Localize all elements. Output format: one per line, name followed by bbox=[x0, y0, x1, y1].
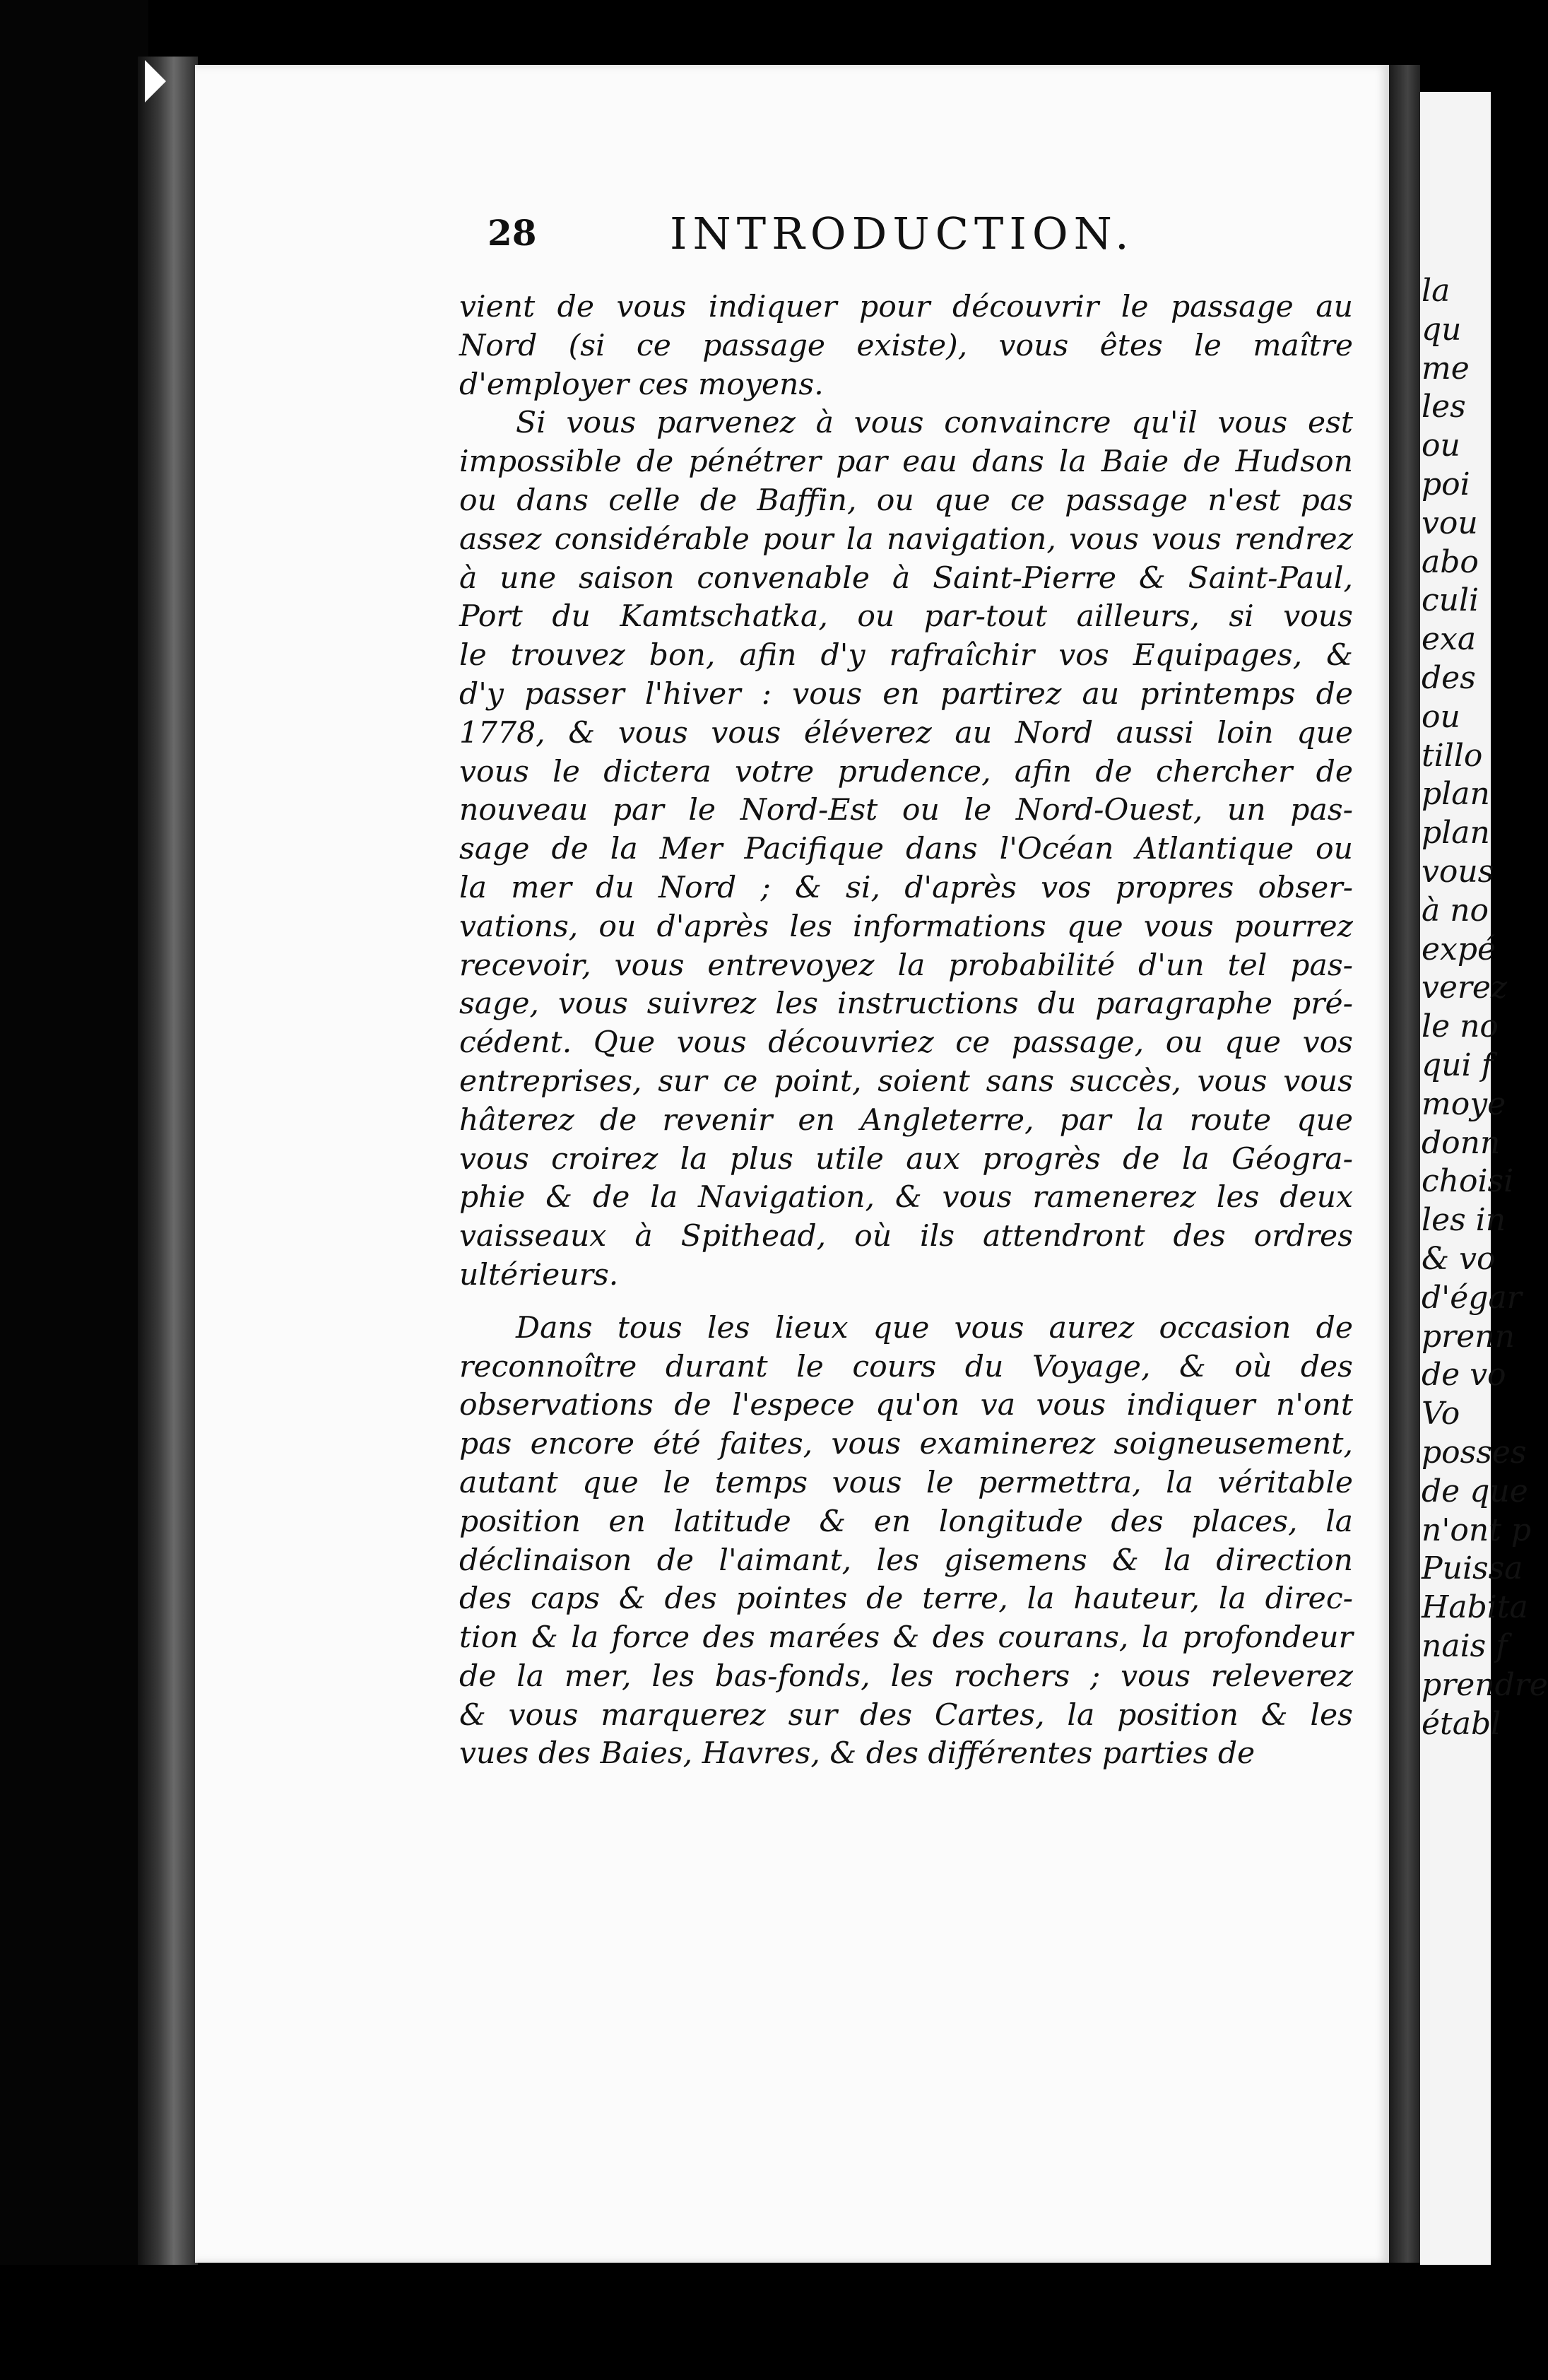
paragraph bbox=[459, 288, 1353, 404]
facing-page-fragment: Habita bbox=[1422, 1589, 1528, 1626]
text-line: recevoir, vous entrevoyez la probabilité d'un tel pas- bbox=[459, 948, 1353, 983]
facing-page-fragment: me bbox=[1422, 350, 1470, 387]
text-line: tion & la force des marées & des courans, la profondeur bbox=[459, 1620, 1353, 1656]
text-line: d'employer ces moyens. bbox=[459, 367, 824, 402]
text-line: Dans tous les lieux que vous aurez occasion de bbox=[516, 1310, 1353, 1345]
text-line: phie & de la Navigation, & vous ramenerez les deux bbox=[459, 1180, 1353, 1215]
text-line: vaisseaux à Spithead, où ils attendront des ordres bbox=[459, 1219, 1353, 1254]
text-line: vous le dictera votre prudence, afin de chercher de bbox=[459, 754, 1353, 789]
text-line: à une saison convenable à Saint-Pierre & Saint-Paul, bbox=[459, 560, 1353, 596]
facing-page-fragment: expé bbox=[1422, 931, 1496, 967]
text-line: cédent. Que vous découvriez ce passage, ou que vos bbox=[459, 1025, 1353, 1061]
text-line: sage de la Mer Pacifique dans l'Océan Atlantique ou bbox=[459, 832, 1353, 867]
facing-page-fragment: abo bbox=[1422, 543, 1479, 580]
facing-page-fragment: exa bbox=[1422, 621, 1477, 658]
facing-page-fragment: nais f bbox=[1422, 1628, 1508, 1664]
left-binding-edge bbox=[0, 0, 148, 2380]
facing-page-fragment: verez bbox=[1422, 970, 1508, 1006]
facing-page-edge bbox=[1420, 92, 1548, 2282]
text-line: ultérieurs. bbox=[459, 1257, 619, 1292]
text-line: vues des Baies, Havres, & des différentes parties de bbox=[459, 1736, 1255, 1772]
facing-page-fragment: Puissa bbox=[1422, 1550, 1523, 1587]
corner-notch-icon bbox=[145, 60, 166, 102]
text-line: sage, vous suivrez les instructions du paragraphe pré- bbox=[459, 986, 1353, 1022]
facing-page-fragment: plan bbox=[1422, 776, 1490, 813]
text-line: d'y passer l'hiver : vous en partirez au printemps de bbox=[459, 676, 1353, 712]
body-text bbox=[459, 288, 1353, 1774]
text-line: vous croirez la plus utile aux progrès de la Géogra- bbox=[459, 1141, 1353, 1177]
left-page-edge-strip bbox=[138, 57, 198, 2282]
facing-page-fragment: de vo bbox=[1422, 1357, 1506, 1394]
facing-page-fragment: choisi bbox=[1422, 1163, 1514, 1200]
facing-page-fragment: ou bbox=[1422, 428, 1460, 464]
facing-page-fragment: de que bbox=[1422, 1473, 1528, 1509]
text-line: nouveau par le Nord-Est ou le Nord-Ouest, un pas- bbox=[459, 793, 1353, 828]
text-line: 1778, & vous vous éléverez au Nord aussi loin que bbox=[459, 715, 1353, 750]
paragraph bbox=[459, 404, 1353, 1295]
text-line: entreprises, sur ce point, soient sans succès, vous vous bbox=[459, 1064, 1353, 1099]
text-line: autant que le temps vous le permettra, la véritable bbox=[459, 1465, 1353, 1500]
facing-page-fragment: culi bbox=[1422, 582, 1479, 619]
facing-page-fragment: vou bbox=[1422, 505, 1478, 541]
facing-page-fragment: à no bbox=[1422, 892, 1489, 929]
text-line: de la mer, les bas-fonds, les rochers ; vous releverez bbox=[459, 1659, 1353, 1694]
facing-page-fragment: donn bbox=[1422, 1124, 1501, 1161]
text-line: reconnoître durant le cours du Voyage, & où des bbox=[459, 1349, 1353, 1384]
text-line: & vous marquerez sur des Cartes, la position & les bbox=[459, 1697, 1353, 1733]
facing-page-fragment: plan bbox=[1422, 815, 1490, 852]
text-line: pas encore été faites, vous examinerez soigneusement, bbox=[459, 1427, 1353, 1462]
facing-page-fragment: la bbox=[1422, 273, 1450, 309]
text-line: la mer du Nord ; & si, d'après vos propres obser- bbox=[459, 870, 1353, 905]
text-line: déclinaison de l'aimant, les gisemens & la direction bbox=[459, 1543, 1353, 1578]
facing-page-fragment: établ bbox=[1422, 1705, 1501, 1742]
facing-page-fragment: Vo bbox=[1422, 1396, 1460, 1432]
paragraph-gap bbox=[459, 1295, 1353, 1309]
text-line: impossible de pénétrer par eau dans la Baie de Hudson bbox=[459, 444, 1353, 480]
facing-page-fragment: & vo bbox=[1422, 1241, 1496, 1277]
facing-page-fragment: posses bbox=[1422, 1435, 1527, 1471]
facing-page-fragment: ou bbox=[1422, 698, 1460, 735]
text-line: Si vous parvenez à vous convaincre qu'il vous est bbox=[516, 406, 1353, 441]
text-line: assez considérable pour la navigation, vous vous rendrez bbox=[459, 522, 1353, 557]
text-line: Nord (si ce passage existe), vous êtes le maître bbox=[459, 328, 1353, 363]
facing-page-fragment: qui f bbox=[1422, 1047, 1493, 1083]
facing-page-fragment: vous bbox=[1422, 854, 1494, 890]
text-line: des caps & des pointes de terre, la hauteur, la direc- bbox=[459, 1581, 1353, 1617]
running-head: INTRODUCTION. bbox=[670, 208, 1135, 259]
facing-page-fragment: prendre bbox=[1422, 1666, 1548, 1703]
facing-page-fragment: tillo bbox=[1422, 737, 1483, 774]
facing-page-fragment: prenn bbox=[1422, 1318, 1515, 1355]
text-line: position en latitude & en longitude des places, la bbox=[459, 1504, 1353, 1539]
text-line: Port du Kamtschatka, ou par-tout ailleurs, si vous bbox=[459, 599, 1353, 635]
bottom-scan-edge bbox=[0, 2265, 1491, 2380]
facing-page-fragment: poi bbox=[1422, 466, 1470, 502]
facing-page-fragment: le no bbox=[1422, 1008, 1499, 1045]
page-gutter bbox=[1389, 65, 1420, 2263]
paragraph bbox=[459, 1309, 1353, 1774]
facing-page-fragment: d'égar bbox=[1422, 1279, 1522, 1316]
facing-page-fragment: les in bbox=[1422, 1202, 1506, 1239]
text-line: le trouvez bon, afin d'y rafraîchir vos Equipages, & bbox=[459, 638, 1353, 673]
facing-page-fragment: les bbox=[1422, 389, 1466, 425]
text-line: hâterez de revenir en Angleterre, par la route que bbox=[459, 1102, 1353, 1138]
text-line: vations, ou d'après les informations que vous pourrez bbox=[459, 909, 1353, 944]
text-line: ou dans celle de Baffin, ou que ce passage n'est pas bbox=[459, 483, 1353, 518]
facing-page-fragment: des bbox=[1422, 660, 1476, 696]
page-number: 28 bbox=[488, 212, 537, 254]
facing-page-fragment: qu bbox=[1422, 311, 1462, 348]
facing-page-fragment: moye bbox=[1422, 1085, 1506, 1122]
text-line: observations de l'espece qu'on va vous indiquer n'ont bbox=[459, 1388, 1353, 1423]
text-line: vient de vous indiquer pour découvrir le passage au bbox=[459, 290, 1353, 324]
facing-page-fragment: n'ont p bbox=[1422, 1512, 1532, 1548]
